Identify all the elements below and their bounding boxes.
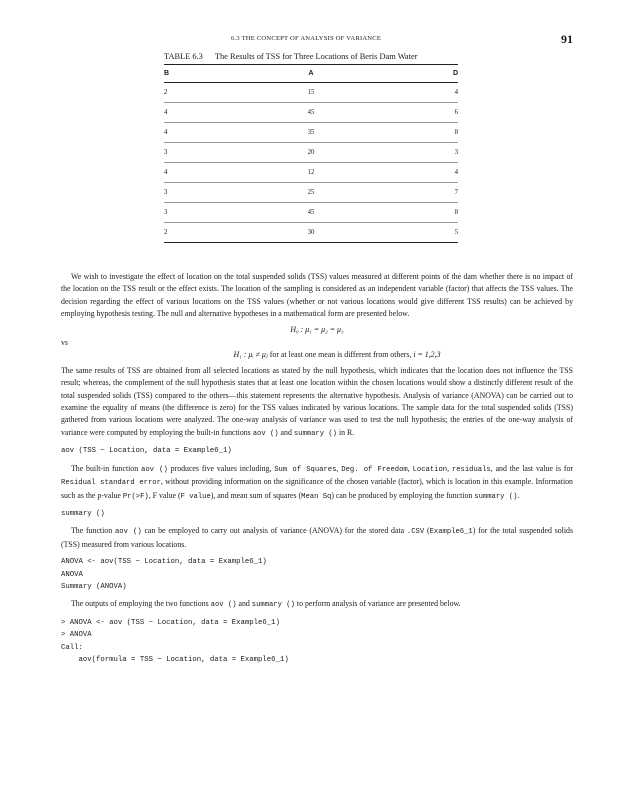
h1-lhs: H₁ : μᵢ ≠ μⱼ (233, 350, 268, 360)
table-cell: 4 (164, 163, 261, 183)
p3-code-resid: residuals (451, 465, 491, 474)
table-header-row (164, 65, 458, 83)
h1-rhs: i = 1,2,3 (413, 350, 441, 360)
table-cell: 12 (261, 163, 361, 183)
null-hypothesis: H₀ : μ₁ = μ₂ = μ₃ (290, 324, 344, 334)
table-caption (164, 52, 458, 61)
output-line-1: > ANOVA <- aov (TSS ~ Location, data = Example6_1) (61, 618, 280, 627)
p3-a: The built-in function (71, 463, 142, 473)
paragraph-builtin (61, 463, 573, 503)
table-row (164, 123, 458, 143)
p3-code-loc: Location (412, 465, 448, 474)
table-row (164, 83, 458, 103)
p4-code-csv: .CSV (406, 528, 425, 537)
code-anova-line-1: ANOVA <- aov(TSS ~ Location, data = Example6_1) (61, 558, 267, 567)
table-row (164, 203, 458, 223)
column-header-b: B (164, 65, 261, 83)
output-line-2: > ANOVA (61, 631, 92, 640)
table-cell: 15 (261, 83, 361, 103)
table-row (164, 143, 458, 163)
table-cell: 8 (361, 123, 458, 143)
code-summary: summary () (61, 509, 105, 518)
p3-code-df: Deg. of Freedom (341, 465, 408, 474)
p5-code-aov: aov () (210, 601, 237, 610)
table-cell: 2 (164, 83, 261, 103)
p2-code-aov: aov () (252, 429, 279, 438)
table-cell: 3 (164, 203, 261, 223)
table-cell: 25 (261, 183, 361, 203)
table-cell: 45 (261, 103, 361, 123)
paragraph-anova (61, 365, 573, 440)
table-label: TABLE 6.3 (164, 52, 203, 61)
p5-c: to perform analysis of variance are presented below. (294, 599, 461, 609)
code-anova-line-3: Summary (ANOVA) (61, 582, 127, 591)
p5-a: The outputs of employing the two functions (71, 599, 211, 609)
table-cell: 6 (361, 103, 458, 123)
p3-code-ss: Sum of Squares (274, 465, 337, 474)
section-title: 6.3 THE CONCEPT OF ANALYSIS OF VARIANCE (231, 35, 382, 42)
paragraph-outputs (61, 598, 573, 611)
p3-code-aov: aov () (141, 465, 168, 474)
vs-label: vs (61, 338, 68, 348)
p3-h: , F value ( (148, 490, 181, 500)
p2-text: The same results of TSS are obtained from all selected locations as stated by the null hypothesis, which indicates that the location does not influence the TSS result; whereas, the complement of the null hypothesis states that at least one location within the chosen locations would show a distinctly different result of the total suspended solids (TSS) compared to the others—this statement represents the alternative hypothesis. Analysis of variance (ANOVA) can be carried out to examine the equality of means (the difference is zero) for the TSS values indicated by various locations. The sample data for the total suspended solids (TSS) gathered from various locations were analyzed. The one-way analysis of variance was used to test the null hypothesis; the entries of the one-way analysis of variance were computed by employing the built-in functions (61, 365, 573, 437)
p3-g: , without providing information on the significance of the chosen variable (factor), which is location in this example. Information such as the p-value (61, 477, 573, 500)
table-cell: 2 (164, 223, 261, 243)
table-cell: 3 (361, 143, 458, 163)
table-row (164, 183, 458, 203)
p2-code-summary: summary () (293, 429, 337, 438)
column-header-d: D (361, 65, 458, 83)
table-cell: 5 (361, 223, 458, 243)
code-anova-line-2: ANOVA (61, 570, 83, 579)
p2-and: and (278, 427, 294, 437)
p4-d: ) for the total suspended solids (TSS) measured from various locations. (61, 526, 573, 549)
p3-j: ) can be produced by employing the function (331, 490, 475, 500)
p3-code-sum: summary () (474, 492, 518, 501)
table-cell: 35 (261, 123, 361, 143)
p3-d: , (407, 463, 413, 473)
table-cell: 3 (164, 143, 261, 163)
page (61, 30, 574, 664)
table-cell: 4 (164, 123, 261, 143)
output-line-3: Call: (61, 643, 83, 652)
output-line-4: aov(formula = TSS ~ Location, data = Example6_1) (61, 655, 289, 664)
table-title: The Results of TSS for Three Locations of Beris Dam Water (214, 52, 418, 61)
table-6-3 (164, 52, 458, 243)
table-cell: 7 (361, 183, 458, 203)
table-cell: 4 (361, 83, 458, 103)
table-cell: 8 (361, 203, 458, 223)
p3-f: , and the last value is for (490, 463, 574, 473)
table-cell: 30 (261, 223, 361, 243)
paragraph-function (61, 525, 573, 551)
column-header-a: A (261, 65, 361, 83)
p4-a: The function (71, 526, 115, 536)
p3-c: , (336, 463, 342, 473)
p3-code-pr: Pr(>F) (122, 492, 149, 501)
p5-b: and (236, 599, 252, 609)
p4-b: can be employed to carry out analysis of variance (ANOVA) for the stored data (141, 526, 407, 536)
p3-code-rse: Residual standard error (61, 479, 161, 488)
table-cell: 3 (164, 183, 261, 203)
p4-c: ( (424, 526, 430, 536)
table-cell: 4 (164, 103, 261, 123)
table-cell: 4 (361, 163, 458, 183)
body-text (61, 271, 573, 666)
p3-e: , (447, 463, 452, 473)
p3-i: ), and mean sum of squares ( (210, 490, 302, 500)
running-head (61, 30, 573, 46)
table-row (164, 163, 458, 183)
alternative-hypothesis (101, 349, 573, 361)
code-aov: aov (TSS ~ Location, data = Example6_1) (61, 447, 232, 456)
p5-code-sum: summary () (251, 601, 295, 610)
page-number: 91 (561, 32, 573, 46)
p4-code-ex: Example6_1 (429, 528, 473, 537)
table-row (164, 223, 458, 243)
table-body (164, 83, 458, 243)
p4-code-aov: aov () (114, 528, 142, 537)
tss-table (164, 64, 458, 243)
p3-code-f: F value (180, 492, 211, 501)
p3-code-ms: Mean Sq (301, 492, 332, 501)
paragraph-intro: We wish to investigate the effect of location on the total suspended solids (TSS) values measured at different points of the dam whether there is no impact of the location on the TSS result or the effect exists. The location of the sampling is considered as an independent variable (factor) that affects the TSS values. The decision regarding the effect of various locations on the TSS values (whether or not various locations would give different TSS results) can be achieved by employing hypothesis testing. The null and alternative hypotheses in a mathematical form are presented below. (61, 272, 573, 319)
h1-mid: for at least one mean is different from others, (267, 350, 414, 360)
p3-k: . (517, 490, 520, 500)
table-cell: 20 (261, 143, 361, 163)
table-cell: 45 (261, 203, 361, 223)
p2-end: in R. (336, 427, 355, 437)
p3-b: produces five values including, (167, 463, 275, 473)
table-row (164, 103, 458, 123)
